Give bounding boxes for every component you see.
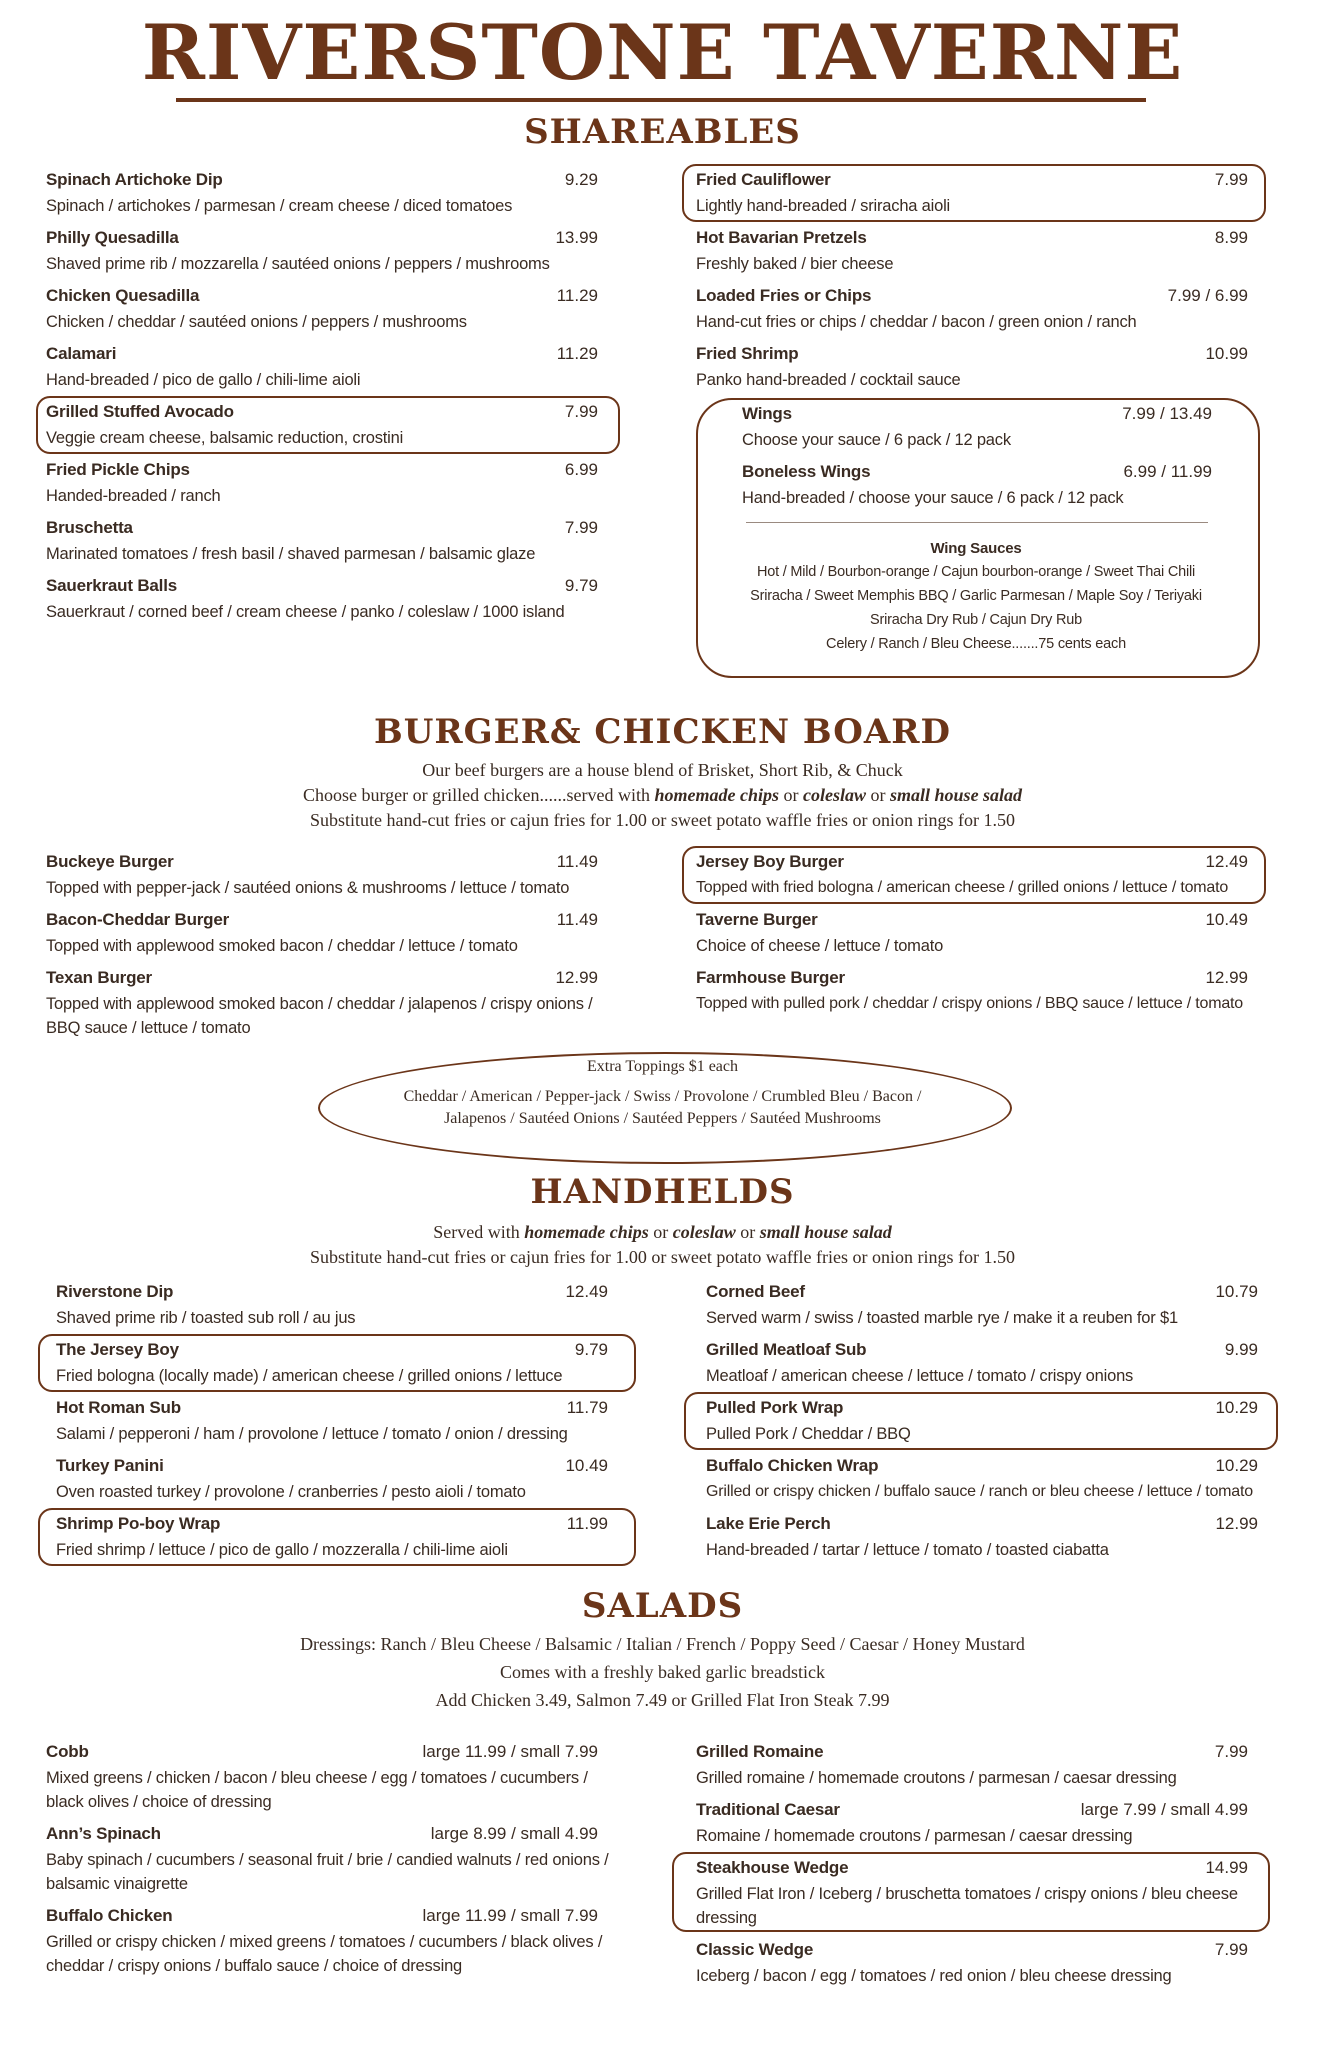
item-name: Calamari: [46, 344, 117, 363]
note-emphasis: coleslaw: [672, 1222, 736, 1242]
item-description: Oven roasted turkey / provolone / cranberries / pesto aioli / tomato: [56, 1483, 526, 1501]
item-description: Chicken / cheddar / sautéed onions / peppers / mushrooms: [46, 313, 467, 331]
item-price: 12.99: [555, 968, 598, 987]
item-name: Steakhouse Wedge: [696, 1858, 849, 1877]
wing-sauces-line: Hot / Mild / Bourbon-orange / Cajun bourbon-orange / Sweet Thai Chili: [756, 564, 1196, 580]
item-price: 7.99: [1214, 1940, 1248, 1959]
item-name: Jersey Boy Burger: [696, 852, 844, 871]
item-name: Pulled Pork Wrap: [706, 1398, 844, 1417]
note-text: or: [866, 785, 891, 805]
item-description: Fried bologna (locally made) / american cheese / grilled onions / lettuce: [56, 1367, 563, 1385]
burger-note: Our beef burgers are a house blend of Brisket, Short Rib, & Chuck: [422, 760, 903, 780]
handhelds-note: [0, 1222, 1325, 1243]
item-price: 11.29: [556, 286, 598, 305]
toppings-title: Extra Toppings $1 each: [587, 1058, 738, 1075]
divider: [746, 522, 1208, 523]
item-description: Sauerkraut / corned beef / cream cheese / panko / coleslaw / 1000 island: [46, 603, 565, 621]
item-price: 10.29: [1215, 1398, 1258, 1417]
item-price: 12.49: [1205, 852, 1248, 871]
item-description: Grilled romaine / homemade croutons / parmesan / caesar dressing: [696, 1769, 1177, 1787]
item-price: 12.99: [1205, 968, 1248, 987]
item-name: Bacon-Cheddar Burger: [46, 910, 230, 929]
toppings-line: Jalapenos / Sautéed Onions / Sautéed Peppers / Sautéed Mushrooms: [444, 1110, 881, 1127]
item-price: 11.49: [556, 852, 598, 871]
item-name: Riverstone Dip: [56, 1282, 174, 1301]
item-name: Shrimp Po-boy Wrap: [56, 1514, 221, 1533]
section-heading-salads: SALADS: [581, 1586, 744, 1626]
burger-note: [0, 785, 1325, 806]
item-description: Grilled or crispy chicken / mixed greens / tomatoes / cucumbers / black olives / cheddar / crispy onions / buffalo sauce / choice of dressing: [46, 1933, 603, 1975]
item-description: Hand-breaded / tartar / lettuce / tomato / toasted ciabatta: [706, 1541, 1109, 1559]
note-emphasis: small house salad: [890, 785, 1023, 805]
item-price: 10.49: [1205, 910, 1248, 929]
item-price: 11.79: [566, 1398, 608, 1417]
item-description: Iceberg / bacon / egg / tomatoes / red onion / bleu cheese dressing: [696, 1967, 1172, 1985]
item-price: 7.99: [564, 402, 598, 421]
item-price: large 11.99 / small 7.99: [422, 1906, 598, 1925]
item-name: Taverne Burger: [696, 910, 818, 929]
item-description: Shaved prime rib / mozzarella / sautéed onions / peppers / mushrooms: [46, 255, 550, 273]
note-text: or: [735, 1222, 760, 1242]
item-price: 7.99: [1214, 1742, 1248, 1761]
item-price: 6.99: [564, 460, 598, 479]
item-price: 10.79: [1215, 1282, 1258, 1301]
item-name: Ann’s Spinach: [46, 1824, 161, 1843]
handhelds-note: Substitute hand-cut fries or cajun fries for 1.00 or sweet potato waffle fries or onion rings for 1.50: [310, 1247, 1015, 1267]
item-price: large 11.99 / small 7.99: [422, 1742, 598, 1761]
title-underline: [176, 98, 1146, 102]
item-description: Handed-breaded / ranch: [46, 487, 221, 505]
item-name: Fried Shrimp: [696, 344, 799, 363]
item-price: 10.99: [1205, 344, 1248, 363]
item-name: Buffalo Chicken: [46, 1906, 173, 1925]
item-description: Topped with pepper-jack / sautéed onions & mushrooms / lettuce / tomato: [46, 879, 570, 897]
item-description: Topped with applewood smoked bacon / cheddar / jalapenos / crispy onions / BBQ sauce / lettuce / tomato: [46, 995, 593, 1037]
item-name: Chicken Quesadilla: [46, 286, 200, 305]
section-heading-burgers: BURGER& CHICKEN BOARD: [373, 712, 952, 752]
item-price: 9.99: [1224, 1340, 1258, 1359]
item-description: Grilled Flat Iron / Iceberg / bruschetta tomatoes / crispy onions / bleu cheese dressing: [696, 1885, 1238, 1927]
note-emphasis: coleslaw: [803, 785, 867, 805]
item-price: large 7.99 / small 4.99: [1080, 1800, 1248, 1819]
item-name: Classic Wedge: [696, 1940, 814, 1959]
item-description: Mixed greens / chicken / bacon / bleu cheese / egg / tomatoes / cucumbers / black olives / choice of dressing: [46, 1769, 588, 1811]
item-name: Hot Roman Sub: [56, 1398, 181, 1417]
item-price: large 8.99 / small 4.99: [430, 1824, 598, 1843]
item-price: 10.49: [565, 1456, 608, 1475]
item-name: Fried Cauliflower: [696, 170, 831, 189]
item-name: Texan Burger: [46, 968, 152, 987]
item-description: Pulled Pork / Cheddar / BBQ: [706, 1425, 911, 1443]
item-price: 7.99 / 6.99: [1167, 286, 1248, 305]
item-name: Spinach Artichoke Dip: [46, 170, 223, 189]
item-price: 13.99: [555, 228, 598, 247]
item-name: Grilled Stuffed Avocado: [46, 402, 234, 421]
item-price: 11.99: [566, 1514, 608, 1533]
item-name: Sauerkraut Balls: [46, 576, 177, 595]
item-name: Grilled Romaine: [696, 1742, 824, 1761]
item-price: 7.99: [1214, 170, 1248, 189]
item-price: 8.99: [1214, 228, 1248, 247]
item-price: 10.29: [1215, 1456, 1258, 1475]
toppings-line: Cheddar / American / Pepper-jack / Swiss / Provolone / Crumbled Bleu / Bacon /: [403, 1088, 922, 1105]
wing-sauces-line: Sriracha Dry Rub / Cajun Dry Rub: [870, 612, 1082, 628]
item-description: Spinach / artichokes / parmesan / cream cheese / diced tomatoes: [46, 197, 513, 215]
note-emphasis: small house salad: [759, 1222, 892, 1242]
item-description: Marinated tomatoes / fresh basil / shaved parmesan / balsamic glaze: [46, 545, 536, 563]
note-emphasis: homemade chips: [654, 785, 780, 805]
item-name: Corned Beef: [706, 1282, 805, 1301]
item-name: Turkey Panini: [56, 1456, 164, 1475]
item-description: Salami / pepperoni / ham / provolone / lettuce / tomato / onion / dressing: [56, 1425, 568, 1443]
item-description: Baby spinach / cucumbers / seasonal fruit / brie / candied walnuts / red onions / balsamic vinaigrette: [46, 1851, 609, 1893]
item-price: 7.99: [564, 518, 598, 537]
note-text: Served with: [433, 1222, 525, 1242]
item-description: Panko hand-breaded / cocktail sauce: [696, 371, 961, 389]
item-name: Cobb: [46, 1742, 89, 1761]
item-description: Freshly baked / bier cheese: [696, 255, 894, 273]
item-description: Grilled or crispy chicken / buffalo sauce / ranch or bleu cheese / lettuce / tomato: [706, 1483, 1253, 1500]
item-name: Bruschetta: [46, 518, 133, 537]
item-description: Lightly hand-breaded / sriracha aioli: [696, 197, 951, 215]
salads-note: Add Chicken 3.49, Salmon 7.49 or Grilled Flat Iron Steak 7.99: [435, 1690, 890, 1710]
restaurant-title: RIVERSTONE TAVERNE: [141, 8, 1184, 97]
item-name: Philly Quesadilla: [46, 228, 179, 247]
item-description: Veggie cream cheese, balsamic reduction, crostini: [46, 429, 404, 447]
wing-sauces-line: Sriracha / Sweet Memphis BBQ / Garlic Parmesan / Maple Soy / Teriyaki: [750, 588, 1202, 604]
item-name: Lake Erie Perch: [706, 1514, 831, 1533]
note-text: or: [779, 785, 804, 805]
note-text: Choose burger or grilled chicken......served with: [302, 785, 655, 805]
wing-sauces-line: Celery / Ranch / Bleu Cheese.......75 cents each: [826, 636, 1126, 652]
salads-note: Comes with a freshly baked garlic breadstick: [500, 1662, 825, 1682]
item-name: Farmhouse Burger: [696, 968, 845, 987]
note-text: or: [648, 1222, 673, 1242]
item-description: Hand-cut fries or chips / cheddar / bacon / green onion / ranch: [696, 313, 1137, 331]
item-price: 11.49: [556, 910, 598, 929]
item-description: Fried shrimp / lettuce / pico de gallo / mozzeralla / chili-lime aioli: [56, 1541, 508, 1559]
item-price: 7.99 / 13.49: [1122, 404, 1212, 423]
item-price: 11.29: [556, 344, 598, 363]
wing-sauces-title: Wing Sauces: [930, 540, 1022, 557]
item-description: Shaved prime rib / toasted sub roll / au jus: [56, 1309, 356, 1327]
item-description: Choose your sauce / 6 pack / 12 pack: [742, 431, 1011, 449]
item-name: Traditional Caesar: [696, 1800, 840, 1819]
section-heading-handhelds: HANDHELDS: [530, 1172, 795, 1212]
item-name: The Jersey Boy: [56, 1340, 179, 1359]
item-description: Served warm / swiss / toasted marble rye / make it a reuben for $1: [706, 1309, 1178, 1327]
item-name: Wings: [742, 404, 792, 423]
item-price: 9.79: [574, 1340, 608, 1359]
item-description: Topped with applewood smoked bacon / cheddar / lettuce / tomato: [46, 937, 518, 955]
salads-note: Dressings: Ranch / Bleu Cheese / Balsamic / Italian / French / Poppy Seed / Caesar / Honey Mustard: [300, 1634, 1025, 1654]
item-name: Grilled Meatloaf Sub: [706, 1340, 867, 1359]
item-price: 9.79: [564, 576, 598, 595]
item-price: 14.99: [1205, 1858, 1248, 1877]
item-description: Topped with pulled pork / cheddar / crispy onions / BBQ sauce / lettuce / tomato: [696, 995, 1243, 1012]
item-price: 6.99 / 11.99: [1123, 462, 1212, 481]
item-description: Hand-breaded / pico de gallo / chili-lime aioli: [46, 371, 361, 389]
item-price: 9.29: [564, 170, 598, 189]
item-price: 12.49: [565, 1282, 608, 1301]
item-description: Topped with fried bologna / american cheese / grilled onions / lettuce / tomato: [696, 879, 1229, 896]
item-description: Meatloaf / american cheese / lettuce / tomato / crispy onions: [706, 1367, 1134, 1385]
item-description: Romaine / homemade croutons / parmesan / caesar dressing: [696, 1827, 1133, 1845]
note-emphasis: homemade chips: [524, 1222, 649, 1242]
item-description: Hand-breaded / choose your sauce / 6 pack / 12 pack: [742, 489, 1124, 507]
burger-note: Substitute hand-cut fries or cajun fries for 1.00 or sweet potato waffle fries or onion rings for 1.50: [310, 810, 1015, 830]
item-name: Buckeye Burger: [46, 852, 174, 871]
item-description: Choice of cheese / lettuce / tomato: [696, 937, 944, 955]
item-name: Buffalo Chicken Wrap: [706, 1456, 879, 1475]
item-price: 12.99: [1215, 1514, 1258, 1533]
item-name: Hot Bavarian Pretzels: [696, 228, 867, 247]
item-name: Loaded Fries or Chips: [696, 286, 872, 305]
section-heading-shareables: SHAREABLES: [524, 112, 801, 152]
item-name: Boneless Wings: [742, 462, 871, 481]
item-name: Fried Pickle Chips: [46, 460, 190, 479]
